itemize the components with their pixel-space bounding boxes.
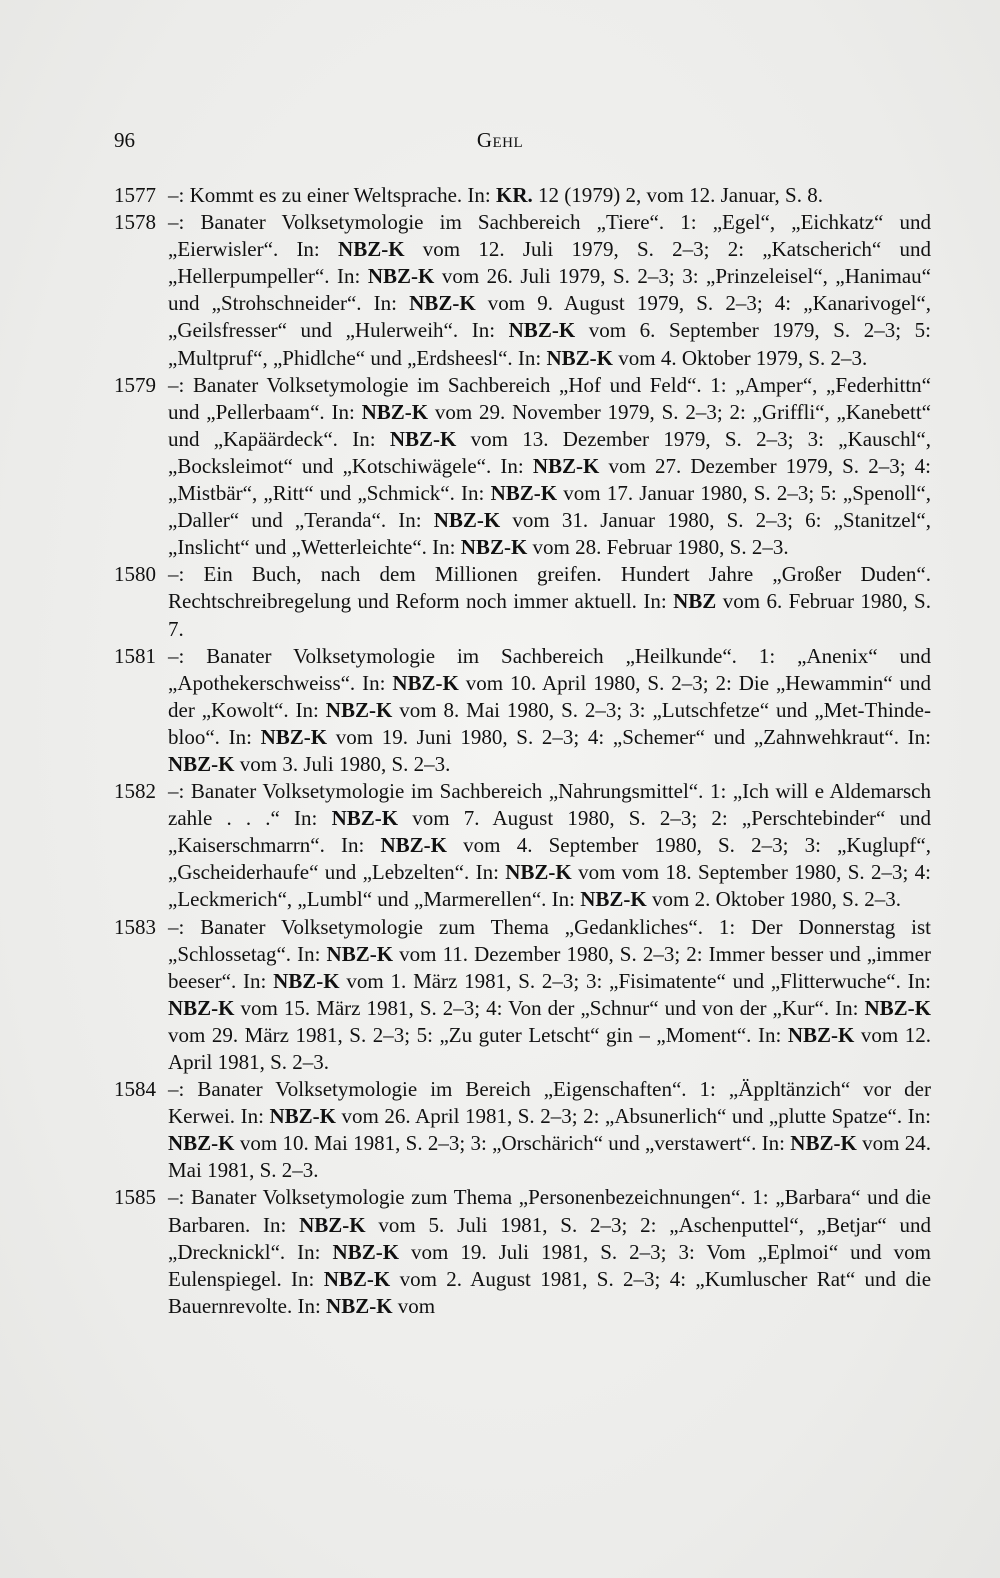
entry-text-segment: vom 26. Juli 1979, S. 2–3; 3: „Prinzeleisel“, „Hanimau“ und „Strohschneider“. In:: [168, 264, 932, 316]
entry-text-segment: vom 6. September 1979, S. 2–3; 5: „Multpruf“, „Phidlche“ und „Erdsheesl“. In:: [168, 318, 931, 370]
source-abbreviation: NBZ-K: [392, 670, 459, 695]
entry-number: 1582: [114, 779, 156, 804]
entry-text: [168, 779, 931, 911]
entry-number: 1577: [114, 183, 156, 207]
entry-text-segment: vom 19. Juni 1980, S. 2–3; 4: „Schemer“ und „Zahnwehkraut“. In:: [327, 724, 931, 749]
source-abbreviation: NBZ-K: [361, 399, 429, 424]
entry-text-segment: vom 13. Dezember 1979, S. 2–3; 3: „Kauschl“, „Bocksleimot“ und „Kotschiwägele“. In:: [168, 426, 931, 478]
entry-text-segment: vom 29. März 1981, S. 2–3; 5: „Zu guter Letscht“ gin – „Moment“. In:: [168, 1022, 788, 1047]
entry-text-segment: vom 7. August 1980, S. 2–3; 2: „Perschtebinder“ und „Kaiserschmarrn“. In:: [168, 806, 931, 858]
entry-number: 1579: [114, 372, 156, 397]
source-abbreviation: NBZ-K: [389, 426, 457, 451]
entry-number: 1580: [114, 562, 156, 587]
source-abbreviation: NBZ-K: [380, 833, 448, 858]
source-abbreviation: NBZ-K: [338, 237, 405, 262]
bibliography-entry: [114, 1184, 931, 1319]
source-abbreviation: NBZ-K: [325, 697, 393, 722]
source-abbreviation: NBZ-K: [505, 860, 572, 885]
entry-text-segment: –: Ein Buch, nach dem Millionen greifen. Hundert Jahre „Großer Duden“. Rechtschreibregelung und Reform noch immer aktuell. In:: [168, 562, 931, 614]
entry-text-segment: vom 15. März 1981, S. 2–3; 4: Von der „Schnur“ und von der „Kur“. In:: [234, 995, 865, 1020]
source-abbreviation: NBZ-K: [367, 264, 435, 289]
source-abbreviation: NBZ-K: [273, 968, 340, 993]
bibliography-entry: [114, 209, 931, 372]
source-abbreviation: NBZ-K: [508, 318, 576, 343]
entry-text: [168, 210, 931, 369]
entry-text-segment: vom 2. August 1981, S. 2–3; 4: „Kumluscher Rat“ und die Bauernrevolte. In:: [168, 1266, 932, 1318]
source-abbreviation: NBZ-K: [787, 1022, 855, 1047]
entry-text: [168, 373, 931, 560]
running-head: Gehl: [476, 128, 524, 152]
entry-number: 1585: [114, 1185, 156, 1210]
entry-text-segment: vom 8. Mai 1980, S. 2–3; 3: „Lutschfetze“ und „Met-Thinde-bloo“. In:: [168, 697, 931, 749]
source-abbreviation: NBZ-K: [580, 887, 647, 912]
source-abbreviation: NBZ-K: [168, 1131, 235, 1156]
entry-text-segment: 12 (1979) 2, vom 12. Januar, S. 8.: [532, 183, 823, 207]
bibliography-entry: [114, 182, 931, 209]
entry-text-segment: vom 10. Mai 1981, S. 2–3; 3: „Orschärich“ und „verstawert“. In:: [234, 1131, 791, 1156]
source-abbreviation: NBZ-K: [168, 995, 235, 1020]
entry-text-segment: vom 1. März 1981, S. 2–3; 3: „Fisimatente“ und „Flitterwuche“. In:: [339, 968, 931, 993]
source-abbreviation: NBZ-K: [790, 1131, 857, 1156]
entry-text-segment: –: Kommt es zu einer Weltsprache. In:: [168, 183, 496, 207]
entry-text-segment: vom 5. Juli 1981, S. 2–3; 2: „Aschenputtel“, „Betjar“ und „Drecknickl“. In:: [168, 1212, 931, 1264]
entry-number: 1583: [114, 914, 156, 939]
source-abbreviation: NBZ-K: [168, 751, 235, 776]
source-abbreviation: KR.: [496, 183, 533, 207]
source-abbreviation: NBZ-K: [332, 1239, 400, 1264]
entry-text-segment: vom vom 18. September 1980, S. 2–3; 4: „Leckmerich“, „Lumbl“ und „Marmerellen“. In:: [168, 860, 932, 912]
bibliography-entry: [114, 1076, 931, 1184]
entry-text-segment: vom 9. August 1979, S. 2–3; 4: „Kanarivogel“, „Geilsfresser“ und „Hulerweih“. In:: [168, 291, 931, 343]
entry-text-segment: –: Banater Volksetymologie im Bereich „Eigenschaften“. 1: „Äppltänzich“ vor der Kerwei. In:: [168, 1077, 931, 1129]
entry-text-segment: vom 31. Januar 1980, S. 2–3; 6: „Stanitzel“, „Inslicht“ und „Wetterleichte“. In:: [168, 508, 931, 560]
entry-text-segment: vom 12. April 1981, S. 2–3.: [168, 1022, 931, 1074]
entry-text-segment: vom 10. April 1980, S. 2–3; 2: Die „Hewammin“ und der „Kowolt“. In:: [168, 670, 932, 722]
source-abbreviation: NBZ-K: [864, 995, 931, 1020]
entry-text-segment: –: Banater Volksetymologie im Sachbereich „Hof und Feld“. 1: „Amper“, „Federhittn“ und „Pellerbaam“. In:: [168, 372, 931, 424]
entry-text-segment: vom 3. Juli 1980, S. 2–3.: [234, 751, 451, 776]
entry-text-segment: –: Banater Volksetymologie zum Thema „Gedankliches“. 1: Der Donnerstag ist „Schlossetag“. In:: [168, 914, 931, 966]
entry-text-segment: vom 26. April 1981, S. 2–3; 2: „Absunerlich“ und „plutte Spatze“. In:: [336, 1104, 931, 1129]
entry-text-segment: vom 24. Mai 1981, S. 2–3.: [168, 1131, 931, 1183]
source-abbreviation: NBZ-K: [299, 1212, 366, 1237]
bibliography-entries: [114, 182, 931, 1320]
page-number: 96: [114, 128, 135, 152]
entry-text-segment: –: Banater Volksetymologie im Sachbereich „Heilkunde“. 1: „Anenix“ und „Apothekerschweiss“. In:: [168, 643, 931, 695]
entry-number: 1578: [114, 210, 156, 235]
entry-text-segment: vom 28. Februar 1980, S. 2–3.: [527, 535, 789, 560]
bibliography-entry: [114, 372, 931, 562]
source-abbreviation: NBZ-K: [409, 291, 476, 316]
source-abbreviation: NBZ-K: [433, 508, 501, 533]
source-abbreviation: NBZ-K: [460, 535, 528, 560]
entry-number: 1581: [114, 643, 156, 668]
entry-text-segment: –: Banater Volksetymologie im Sachbereich „Nahrungsmittel“. 1: „Ich will e Aldemarsch zahle . . .“ In:: [168, 779, 931, 831]
entry-text-segment: vom 17. Januar 1980, S. 2–3; 5: „Spenoll“, „Daller“ und „Teranda“. In:: [168, 481, 931, 533]
entry-text: [168, 183, 823, 207]
entry-text-segment: –: Banater Volksetymologie zum Thema „Personenbezeichnungen“. 1: „Barbara“ und die Barbaren. In:: [168, 1185, 931, 1237]
entry-text: [168, 915, 931, 1074]
entry-text: [168, 1185, 931, 1317]
source-abbreviation: NBZ-K: [260, 724, 328, 749]
entry-text-segment: vom 29. November 1979, S. 2–3; 2: „Griffli“, „Kanebett“ und „Kapäärdeck“. In:: [168, 399, 931, 451]
source-abbreviation: NBZ-K: [331, 806, 399, 831]
entry-text-segment: vom 6. Februar 1980, S. 7.: [168, 589, 931, 641]
source-abbreviation: NBZ-K: [532, 453, 600, 478]
entry-text-segment: vom 12. Juli 1979, S. 2–3; 2: „Katscherich“ und „Hellerpumpeller“. In:: [168, 237, 931, 289]
entry-text-segment: vom 4. September 1980, S. 2–3; 3: „Kuglupf“, „Gscheiderhaufe“ und „Lebzelten“. In:: [168, 833, 931, 885]
entry-text-segment: vom 4. Oktober 1979, S. 2–3.: [612, 345, 868, 370]
entry-text-segment: vom 2. Oktober 1980, S. 2–3.: [646, 887, 902, 912]
entry-text-segment: vom 19. Juli 1981, S. 2–3; 3: Vom „Eplmoi“ und vom Eulenspiegel. In:: [168, 1239, 931, 1291]
bibliography-entry: [114, 643, 931, 778]
source-abbreviation: NBZ-K: [269, 1104, 336, 1129]
source-abbreviation: NBZ-K: [323, 1266, 391, 1291]
source-abbreviation: NBZ: [673, 589, 717, 614]
entry-number: 1584: [114, 1077, 156, 1102]
source-abbreviation: NBZ-K: [326, 941, 394, 966]
entry-text-segment: vom: [392, 1293, 436, 1318]
entry-text: [168, 1077, 931, 1182]
source-abbreviation: NBZ-K: [546, 345, 613, 370]
bibliography-entry: [114, 914, 931, 1077]
entry-text: [168, 562, 931, 640]
entry-text-segment: –: Banater Volksetymologie im Sachbereich „Tiere“. 1: „Egel“, „Eichkatz“ und „Eierwisler“. In:: [168, 210, 931, 262]
entry-text-segment: vom 11. Dezember 1980, S. 2–3; 2: Immer besser und „immer beeser“. In:: [168, 941, 931, 993]
bibliography-entry: [114, 561, 931, 642]
source-abbreviation: NBZ-K: [326, 1293, 393, 1318]
bibliography-entry: [114, 778, 931, 913]
source-abbreviation: NBZ-K: [490, 481, 558, 506]
entry-text: [168, 644, 931, 776]
entry-text-segment: vom 27. Dezember 1979, S. 2–3; 4: „Mistbär“, „Ritt“ und „Schmick“. In:: [168, 453, 931, 506]
